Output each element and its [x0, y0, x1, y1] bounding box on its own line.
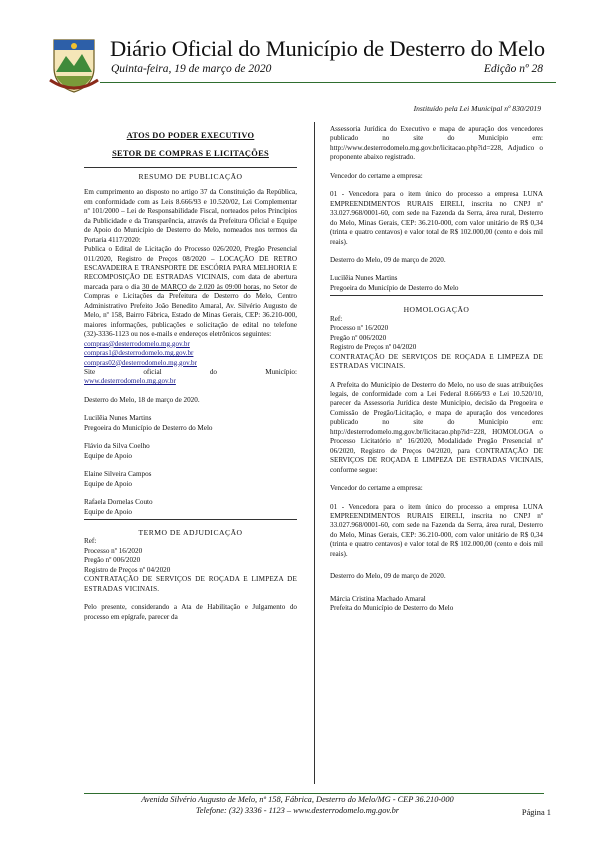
edition-number: Edição nº 28: [483, 63, 543, 75]
email-link-3[interactable]: compras02@desterrodomelo.mg.gov.br: [84, 358, 197, 367]
signature-role-2: Equipe de Apoio: [84, 451, 132, 460]
registro-number: Registro de Preços nº 04/2020: [330, 343, 417, 352]
resumo-text-a: Publica o Edital de Licitação do Processo 026/2020, Pregão Presencial 011/2020, Registro de Preços 08/2020 – LOCAÇÃO DE RETRO ESCAVADEIRA E TRANSPORTE DE ESCÓRIA PARA MELHORIA E RECOMPOSIÇÃO DE ESTRADAS VICINAIS, com data de abertura marcada para o dia: [84, 245, 297, 291]
place-date: Desterro do Melo, 18 de março de 2020.: [84, 395, 200, 404]
pregao-number: Pregão nº 006/2020: [330, 333, 387, 342]
signature-role-1: Pregoeira do Município de Desterro do Melo: [330, 283, 459, 292]
vencedor-text: 01 - Vencedora para o item único do processo a empresa LUNA EMPREENDIMENTOS RURAIS EIRELI, inscrita no CNPJ nº 33.027.968/0001-60, com sede na Fazenda da Serra, área rural, Desterro do Melo, Minas Gerais, CEP: 36.210-000, com valor unitário de R$ 0,34 (trinta e quatro centavos) e valor total de R$ 102.000,00 (cento e dois mil reais).: [330, 502, 543, 558]
page-title: Diário Oficial do Município de Desterro do Melo: [110, 36, 545, 61]
homologacao-title: HOMOLOGAÇÃO: [403, 305, 470, 315]
ref-label: Ref:: [84, 537, 97, 546]
homologacao-paragraph: A Prefeita do Município de Desterro do Melo, no uso de suas atribuições legais, de conformidade com a Lei Federal 8.666/93 e Lei 10.520/10, parecer da Assessoria Jurídica deste Município, decisão da Pregoeira e Comissão de Pregão/Licitação, e mapa de apuração dos vencedores publicado no site do Município em: http://desterrodomelo.mg.gov.br/licitacao.php?id=228, HOMOLOGA o Processo Licitatório nº 16/2020, Modalidade Pregão Presencial nº 06/2020, Registro de Preços 04/2020, para CONTRATAÇÃO DE SERVIÇOS DE ROÇADA E LIMPEZA DE ESTRADAS VICINAIS, conforme segue:: [330, 380, 543, 474]
separator: [84, 519, 297, 520]
signature-role-1: Pregoeira do Município de Desterro do Melo: [84, 423, 213, 432]
objeto-text: CONTRATAÇÃO DE SERVIÇOS DE ROÇADA E LIMPEZA DE ESTRADAS VICINAIS.: [330, 352, 543, 371]
vencedor-label: Vencedor do certame a empresa:: [330, 171, 423, 180]
termo-paragraph: Pelo presente, considerando a Ata de Habilitação e Julgamento do processo em epígrafe, parecer da: [84, 603, 297, 621]
ref-label: Ref:: [330, 314, 343, 323]
signature-name-1: Lucilêia Nunes Martins: [84, 414, 152, 423]
registro-number: Registro de Preços nº 04/2020: [84, 565, 171, 574]
section-heading: ATOS DO PODER EXECUTIVO: [126, 131, 255, 140]
processo-number: Processo nº 16/2020: [330, 324, 389, 333]
signature-name-4: Rafaela Dornelas Couto: [84, 498, 153, 507]
footer-address: Avenida Silvério Augusto de Melo, nº 158, Fábrica, Desterro do Melo/MG - CEP 36.210-000: [141, 795, 454, 804]
signature-name-3: Elaine Silveira Campos: [84, 470, 152, 479]
vencedor-label: Vencedor do certame a empresa:: [330, 484, 423, 493]
left-column: [84, 125, 297, 622]
column-divider: [314, 122, 315, 784]
place-date: Desterro do Melo, 09 de março de 2020.: [330, 572, 446, 581]
page-number: Página 1: [521, 808, 551, 817]
right-column: [330, 125, 543, 614]
termo-title: TERMO DE ADJUDICAÇÃO: [138, 527, 243, 537]
signature-name-1: Lucilêia Nunes Martins: [330, 274, 398, 283]
resumo-paragraph-2: [84, 245, 297, 340]
signature-name-2: Márcia Cristina Machado Amaral: [330, 594, 426, 603]
signature-role-3: Equipe de Apoio: [84, 479, 132, 488]
header-divider: [100, 82, 556, 83]
email-link-2[interactable]: compras1@desterrodomelo.mg.gov.br: [84, 349, 194, 358]
place-date: Desterro do Melo, 09 de março de 2020.: [330, 255, 446, 264]
adjudicacao-continuation: Assessoria Jurídica do Executivo e mapa de apuração dos vencedores publicado no site do Município em: http://www.desterrodomelo.mg.gov.br/licitacao.php?id=228, Adjudico o proponente abaixo registrado.: [330, 125, 543, 162]
resumo-paragraph-1: Em cumprimento ao disposto no artigo 37 da Constituição da República, em conformidade com as Leis 8.666/93 e 10.520/02, Lei Complementar nº 101/2000 – Lei de Responsabilidade Fiscal, norteados pelos Princípios da Publicidade e da Transparência, através da Prefeitura Oficial e Equipe de Apoio do Município de Desterro do Melo, nomeados nos termos da Portaria 4117/2020:: [84, 188, 297, 244]
site-label: Site oficial do Município:: [84, 367, 297, 376]
signature-role-2: Prefeita do Município de Desterro do Melo: [330, 604, 454, 613]
municipal-crest-icon: [48, 36, 100, 94]
site-link[interactable]: www.desterrodomelo.mg.gov.br: [84, 377, 176, 386]
resumo-text-b: , no Setor de Compras e Licitações da Prefeitura de Desterro do Melo, Centro Administrativo Prefeito João Benedito Amaral, Av. Silvério Augusto de Melo, nº 158, Bairro Fábrica, Estado de Minas Gerais, CEP: 36.210-000, maiores informações, publicações e solicitação de edital no telefone (32)-3336-1123 ou nos e-mails e endereços eletrônicos seguintes:: [84, 282, 297, 339]
signature-role-4: Equipe de Apoio: [84, 507, 132, 516]
institution-note: Instituído pela Lei Municipal nº 830/2019: [413, 104, 541, 113]
resumo-title: RESUMO DE PUBLICAÇÃO: [138, 171, 243, 181]
separator: [84, 167, 297, 168]
publication-date: Quinta-feira, 19 de março de 2020: [111, 63, 272, 75]
opening-date: 30 de MARÇO de 2.020 às 09:00 horas: [142, 282, 260, 291]
email-link-1[interactable]: compras@desterrodomelo.mg.gov.br: [84, 339, 190, 348]
processo-number: Processo nº 16/2020: [84, 546, 143, 555]
subsection-heading: SETOR DE COMPRAS E LICITAÇÕES: [112, 149, 269, 159]
separator: [330, 295, 543, 296]
pregao-number: Pregão nº 006/2020: [84, 556, 141, 565]
footer-divider: [84, 793, 544, 794]
page-header: [0, 0, 595, 105]
vencedor-text: 01 - Vencedora para o item único do processo a empresa LUNA EMPREENDIMENTOS RURAIS EIRELI, inscrita no CNPJ nº 33.027.968/0001-60, com sede na Fazenda da Serra, área rural, Desterro do Melo, Minas Gerais, CEP: 36.210-000, com valor unitário de R$ 0,34 (trinta e quatro centavos) e valor total de R$ 102.000,00 (cento e dois mil reais).: [330, 190, 543, 246]
signature-name-2: Flávio da Silva Coelho: [84, 442, 150, 451]
objeto-text: CONTRATAÇÃO DE SERVIÇOS DE ROÇADA E LIMPEZA DE ESTRADAS VICINAIS.: [84, 575, 297, 593]
footer-contact: Telefone: (32) 3336 - 1123 – www.desterrodomelo.mg.gov.br: [195, 806, 400, 815]
